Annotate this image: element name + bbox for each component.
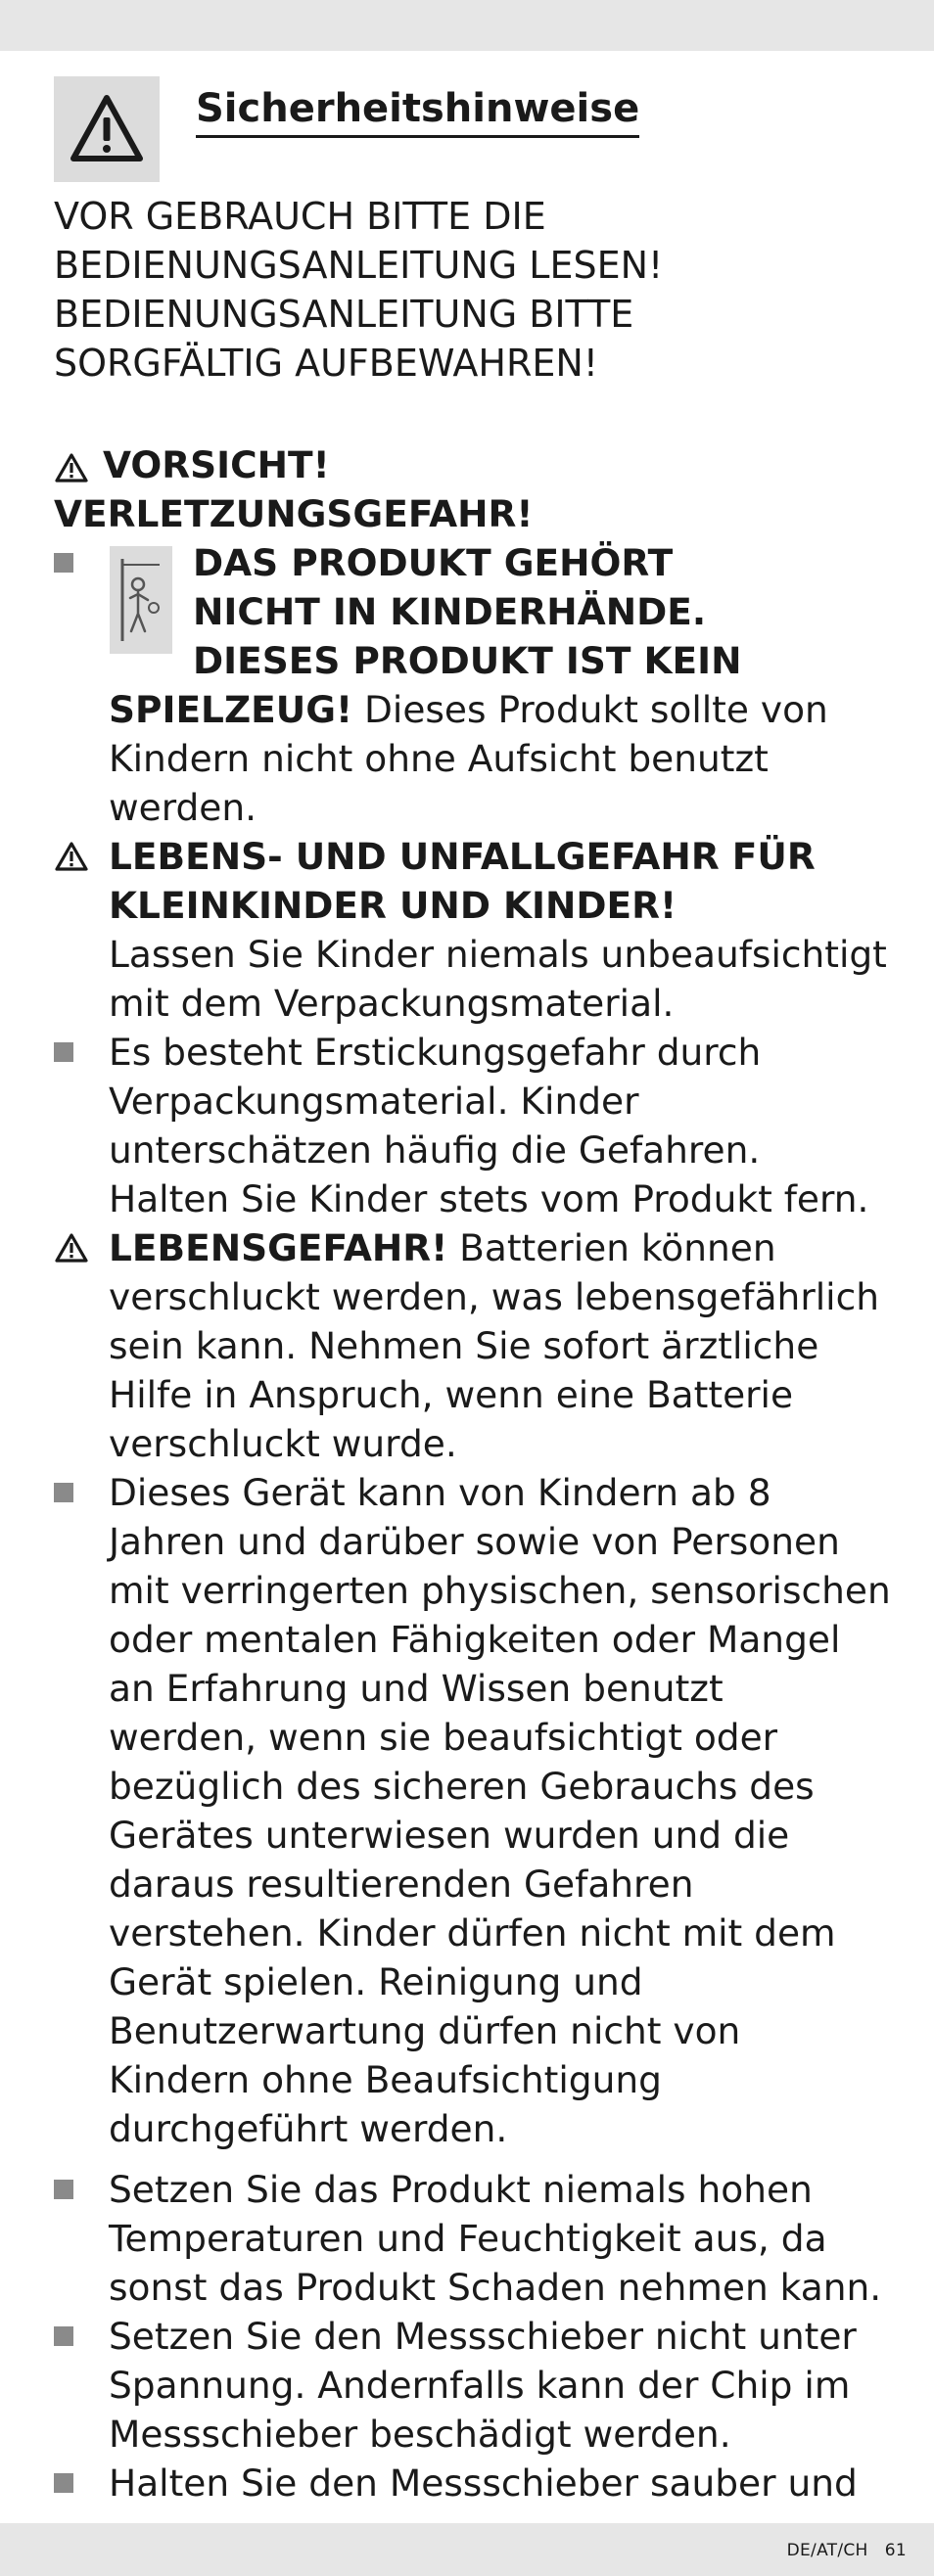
- children-danger-line: Lassen Sie Kinder niemals unbeaufsichtigt: [109, 933, 887, 976]
- voltage-notice: [54, 2312, 906, 2459]
- supervision-line: durchgeführt werden.: [109, 2107, 508, 2150]
- warning-heading-text: VORSICHT!: [103, 443, 330, 486]
- toy-line: Kindern nicht ohne Aufsicht benutzt: [109, 737, 769, 780]
- warning-triangle-icon: [54, 841, 89, 872]
- clean-notice: [54, 2459, 906, 2507]
- warning-heading-line: VERLETZUNGSGEFAHR!: [54, 492, 534, 535]
- supervision-line: Benutzerwartung dürfen nicht von: [109, 2009, 741, 2052]
- square-bullet-icon: [54, 2180, 73, 2199]
- intro-notice: [54, 192, 896, 388]
- battery-bold: LEBENSGEFAHR!: [109, 1226, 448, 1269]
- voltage-line: Messschieber beschädigt werden.: [109, 2413, 731, 2456]
- warning-triangle-icon: [54, 1232, 89, 1264]
- suffocation-line: Es besteht Erstickungsgefahr durch: [109, 1031, 762, 1074]
- supervision-line: oder mentalen Fähigkeiten oder Mangel: [109, 1618, 841, 1661]
- toy-line-rest: Dieses Produkt sollte von: [352, 688, 828, 731]
- square-bullet-icon: [54, 2326, 73, 2346]
- temperature-line: Temperaturen und Feuchtigkeit aus, da: [109, 2217, 827, 2260]
- top-band: [0, 0, 934, 51]
- clean-line: Halten Sie den Messschieber sauber und: [109, 2461, 858, 2505]
- supervision-line: bezüglich des sicheren Gebrauchs des: [109, 1765, 815, 1808]
- square-bullet-icon: [54, 1483, 73, 1502]
- supervision-line: werden, wenn sie beaufsichtigt oder: [109, 1716, 778, 1759]
- toy-warning: [54, 538, 906, 832]
- supervision-line: Kindern ohne Beaufsichtigung: [109, 2058, 662, 2101]
- intro-line: BEDIENUNGSANLEITUNG BITTE: [54, 293, 634, 336]
- battery-line-rest: Batterien können: [447, 1226, 776, 1269]
- children-danger-heading: KLEINKINDER UND KINDER!: [109, 884, 677, 927]
- toy-line: [109, 685, 906, 734]
- warning-triangle-icon: [54, 452, 89, 483]
- warning-icon-box: [54, 76, 160, 182]
- intro-line: SORGFÄLTIG AUFBEWAHREN!: [54, 342, 599, 385]
- supervision-line: Gerät spielen. Reinigung und: [109, 1960, 643, 2003]
- supervision-line: daraus resultierenden Gefahren: [109, 1863, 694, 1906]
- warning-triangle-icon: [68, 90, 146, 168]
- square-bullet-icon: [54, 2473, 73, 2493]
- battery-line: verschluckt werden, was lebensgefährlich: [109, 1275, 879, 1318]
- children-danger-line: mit dem Verpackungsmaterial.: [109, 982, 675, 1025]
- voltage-line: Spannung. Andernfalls kann der Chip im: [109, 2364, 851, 2407]
- page-title: Sicherheitshinweise: [196, 86, 639, 138]
- supervision-line: Gerätes unterwiesen wurden und die: [109, 1814, 790, 1857]
- supervision-line: mit verringerten physischen, sensorischen: [109, 1569, 891, 1612]
- battery-line: verschluckt wurde.: [109, 1422, 457, 1465]
- battery-line: sein kann. Nehmen Sie sofort ärztliche: [109, 1324, 819, 1367]
- intro-line: BEDIENUNGSANLEITUNG LESEN!: [54, 244, 664, 287]
- battery-warning: [54, 1223, 906, 1468]
- supervision-line: an Erfahrung und Wissen benutzt: [109, 1667, 724, 1710]
- suffocation-line: Halten Sie Kinder stets vom Produkt fern.: [109, 1177, 869, 1220]
- children-danger-warning: [54, 832, 906, 1028]
- page-footer: DE/AT/CH 61: [786, 2541, 907, 2560]
- suffocation-warning: [54, 1028, 906, 1223]
- supervision-line: Dieses Gerät kann von Kindern ab 8: [109, 1471, 771, 1514]
- voltage-line: Setzen Sie den Messschieber nicht unter: [109, 2315, 857, 2358]
- toy-bold-tail: SPIELZEUG!: [109, 688, 353, 731]
- supervision-notice: [54, 1468, 906, 2153]
- square-bullet-icon: [54, 553, 73, 573]
- suffocation-line: Verpackungsmaterial. Kinder: [109, 1080, 639, 1123]
- intro-line: VOR GEBRAUCH BITTE DIE: [54, 195, 546, 238]
- toy-bold-line: DAS PRODUKT GEHÖRT: [193, 541, 674, 584]
- supervision-line: Jahren und darüber sowie von Personen: [109, 1520, 840, 1563]
- temperature-line: sonst das Produkt Schaden nehmen kann.: [109, 2266, 882, 2309]
- warning-heading: [54, 440, 906, 538]
- toy-line: werden.: [109, 786, 257, 829]
- temperature-notice: [54, 2165, 906, 2312]
- battery-line: Hilfe in Anspruch, wenn eine Batterie: [109, 1373, 794, 1416]
- suffocation-line: unterschätzen häufig die Gefahren.: [109, 1128, 761, 1172]
- square-bullet-icon: [54, 1042, 73, 1062]
- child-icon-box: [110, 546, 172, 654]
- children-danger-heading: LEBENS- UND UNFALLGEFAHR FÜR: [109, 835, 816, 878]
- temperature-line: Setzen Sie das Produkt niemals hohen: [109, 2168, 813, 2211]
- supervision-line: verstehen. Kinder dürfen nicht mit dem: [109, 1911, 836, 1955]
- battery-line: [109, 1223, 906, 1272]
- toy-bold-line: NICHT IN KINDERHÄNDE.: [193, 590, 707, 633]
- child-warning-icon: [117, 555, 165, 645]
- toy-bold-line: DIESES PRODUKT IST KEIN: [193, 639, 742, 682]
- warning-heading-line: [54, 440, 906, 489]
